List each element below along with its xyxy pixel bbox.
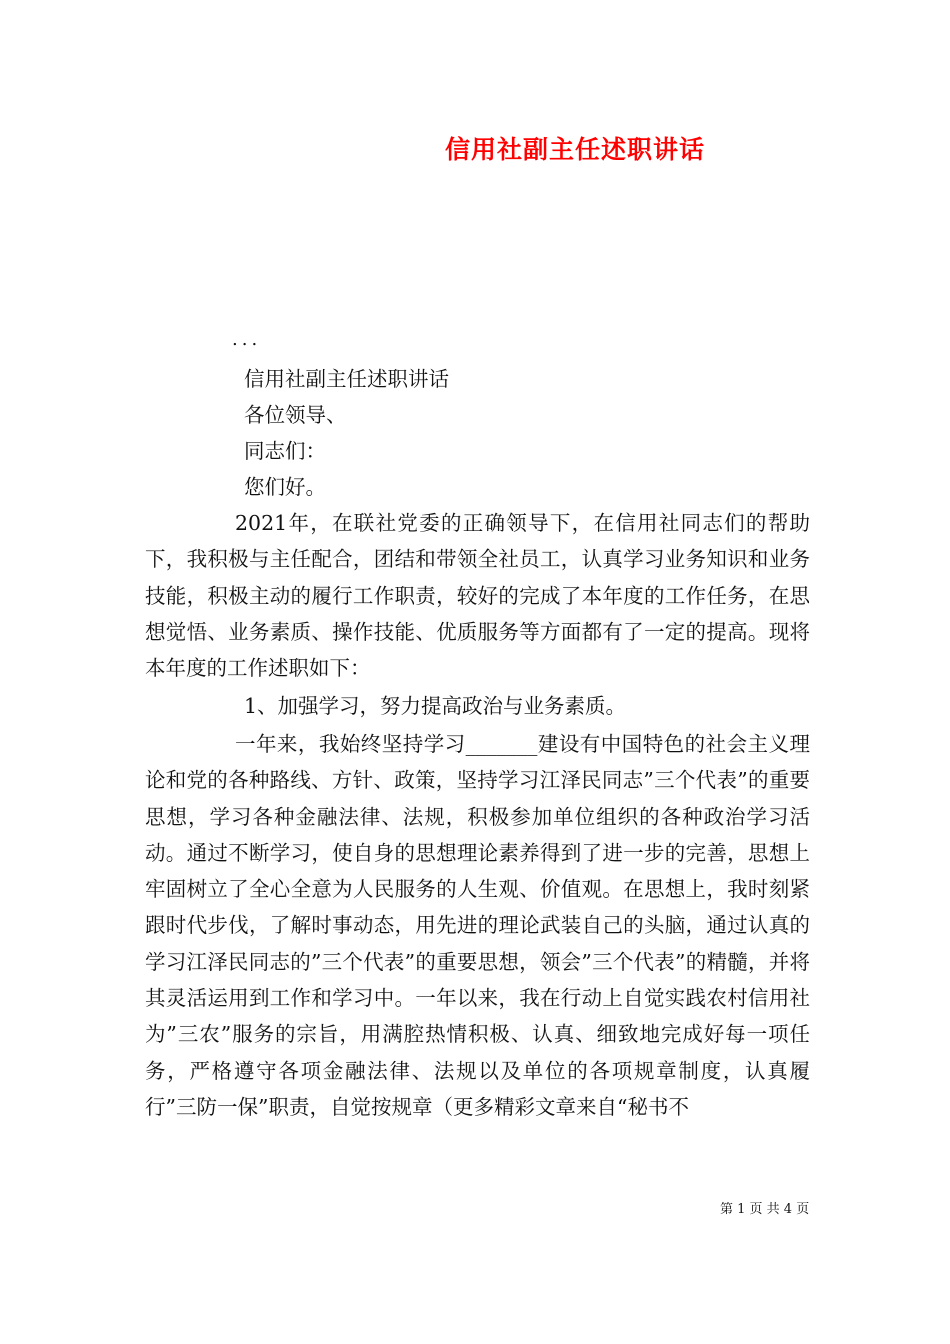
heading-repeat: 信用社副主任述职讲话 <box>244 367 449 391</box>
page-number: 第 1 页 共 4 页 <box>720 1202 810 1217</box>
study-paragraph: 一年来，我始终坚持学习_______建设有中国特色的社会主义理论和党的各种路线、方针、政策，坚持学习江泽民同志”三个代表”的重要思想，学习各种金融法律、法规，积极参加单位组织的各种政治学习活动。通过不断学习，使自身的思想理论素养得到了进一步的完善，思想上牢固树立了全心全意为人民服务的人生观、价值观。在思想上，我时刻紧跟时代步伐，了解时事动态，用先进的理论武装自己的头脑，通过认真的学习江泽民同志的”三个代表”的重要思想，领会”三个代表”的精髓，并将其灵活运用到工作和学习中。一年以来，我在行动上自觉实践农村信用社为”三农”服务的宗旨，用满腔热情积极、认真、细致地完成好每一项任务，严格遵守各项金融法律、法规以及单位的各项规章制度，认真履行”三防一保”职责，自觉按规章（更多精彩文章来自“秘书不 <box>145 732 810 1119</box>
salutation-leaders: 各位领导、 <box>244 403 347 427</box>
page-title: 信用社副主任述职讲话 <box>444 135 705 164</box>
intro-paragraph: 2021年，在联社党委的正确领导下，在信用社同志们的帮助下，我积极与主任配合，团结和带领全社员工，认真学习业务知识和业务技能，积极主动的履行工作职责，较好的完成了本年度的工作任务，在思想觉悟、业务素质、操作技能、优质服务等方面都有了一定的提高。现将本年度的工作述职如下： <box>145 511 810 681</box>
salutation-comrades: 同志们： <box>244 439 326 463</box>
section-heading-study: 1、加强学习，努力提高政治与业务素质。 <box>244 694 627 718</box>
greeting: 您们好。 <box>244 475 326 499</box>
ellipsis-mark: ... <box>232 329 262 350</box>
